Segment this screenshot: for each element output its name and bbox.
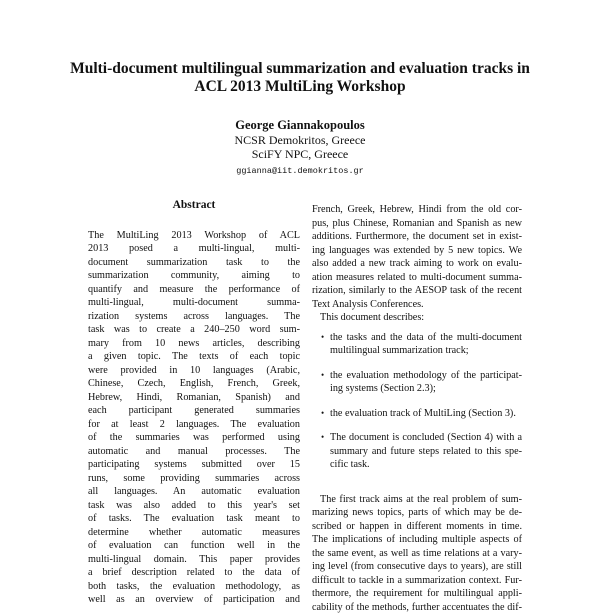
author-affiliation: SciFY NPC, Greece	[100, 147, 500, 161]
text-line: Text Analysis Conferences.	[312, 298, 522, 312]
text-line: The implications of including multiple aspects of	[312, 533, 522, 547]
text-line: also added a new track aiming to work on evalu-	[312, 257, 522, 271]
text-line: of the summaries was performed using	[88, 431, 300, 445]
text-line: rization systems across languages. The	[88, 310, 300, 324]
text-line: cability of the methods, further accentuates the dif-	[312, 601, 522, 614]
paper-title	[40, 60, 560, 96]
text-line: thermore, the requirement for multilingual appli-	[312, 587, 522, 601]
title-line: Multi-document multilingual summarization and evaluation tracks in	[40, 60, 560, 78]
text-line: the evaluation track of MultiLing (Section 3).	[330, 407, 522, 421]
text-line: The first track aims at the real problem of sum-	[312, 493, 522, 507]
text-line: each participant generated summaries	[88, 404, 300, 418]
text-line: of evaluation can function well in the	[88, 539, 300, 553]
text-line: The MultiLing 2013 Workshop of ACL	[88, 229, 300, 243]
text-line: marizing news topics, parts of which may be de-	[312, 506, 522, 520]
bullet-icon: •	[321, 431, 324, 445]
text-line: pus, plus Chinese, Romanian and Spanish as new	[312, 217, 522, 231]
list-item	[312, 407, 522, 421]
list-item	[312, 331, 522, 358]
text-line: automatic and manual processes. The	[88, 445, 300, 459]
text-line: multilingual summarization track;	[330, 344, 522, 358]
text-line: ing level (from consecutive days to years), are still	[312, 560, 522, 574]
text-line: ation measures related to multi-document summa-	[312, 271, 522, 285]
text-line: ing systems (Section 2.3);	[330, 382, 522, 396]
text-line: task was to create a 240–250 word sum-	[88, 323, 300, 337]
text-line: quantify and measure the performance of	[88, 283, 300, 297]
text-line: task was also added to this year's set	[88, 499, 300, 513]
author-affiliation: NCSR Demokritos, Greece	[100, 133, 500, 147]
text-line: both tasks, the evaluation methodology, as	[88, 580, 300, 594]
text-line: multi-lingual domain. This paper provides	[88, 553, 300, 567]
text-line: were provided in 10 languages (Arabic,	[88, 364, 300, 378]
text-line: French, Greek, Hebrew, Hindi from the old cor-	[312, 203, 522, 217]
text-line: for at least 2 languages. The evaluation	[88, 418, 300, 432]
text-line: The document is concluded (Section 4) with a	[330, 431, 522, 445]
closing-paragraph	[312, 493, 522, 614]
bullet-icon: •	[321, 331, 324, 345]
bullet-icon: •	[321, 407, 324, 421]
abstract-body	[88, 229, 300, 607]
text-line: the evaluation methodology of the participat-	[330, 369, 522, 383]
text-line: participating systems submitted over 15	[88, 458, 300, 472]
text-line: Chinese, Czech, English, French, Greek,	[88, 377, 300, 391]
text-line: summary and future steps related to this spe-	[330, 445, 522, 459]
intro-paragraph	[312, 203, 522, 311]
text-line: a brief description related to the data of	[88, 566, 300, 580]
text-line: runs, some providing summaries across	[88, 472, 300, 486]
describes-line: This document describes:	[312, 311, 522, 325]
text-line: all languages. An automatic evaluation	[88, 485, 300, 499]
text-line: multi-lingual, multi-document summa-	[88, 296, 300, 310]
bullet-icon: •	[321, 369, 324, 383]
author-email: ggianna@iit.demokritos.gr	[100, 164, 500, 178]
text-line: mary from 10 news articles, describing	[88, 337, 300, 351]
text-line: the tasks and the data of the multi-document	[330, 331, 522, 345]
text-line: 2013 posed a multi-lingual, multi-	[88, 242, 300, 256]
text-line: rization, similarly to the AESOP task of the recent	[312, 284, 522, 298]
text-line: summarization community, aiming to	[88, 269, 300, 283]
list-item	[312, 431, 522, 472]
text-line: scribed or happen in different moments in time.	[312, 520, 522, 534]
text-line: cific task.	[330, 458, 522, 472]
text-line: well as an overview of participation and	[88, 593, 300, 607]
author-name: George Giannakopoulos	[100, 118, 500, 132]
text-line: ing languages was extended by 5 new topics. We	[312, 244, 522, 258]
text-line: a given topic. The texts of each topic	[88, 350, 300, 364]
text-line: document summarization task to the	[88, 256, 300, 270]
text-line: additions. Furthermore, the document set in exist-	[312, 230, 522, 244]
right-column	[312, 203, 522, 614]
text-line: difficult to tackle in a summarization context. Fur-	[312, 574, 522, 588]
contribution-list	[312, 331, 522, 472]
text-line: Hebrew, Hindi, Romanian, Spanish) and	[88, 391, 300, 405]
author-block	[100, 118, 500, 178]
text-line: of tasks. The evaluation task meant to	[88, 512, 300, 526]
title-line: ACL 2013 MultiLing Workshop	[40, 78, 560, 96]
text-line: determine whether automatic measures	[88, 526, 300, 540]
left-column	[88, 196, 300, 607]
list-item	[312, 369, 522, 396]
abstract-heading: Abstract	[88, 199, 300, 213]
text-line: the same event, as well as time relations at a vary-	[312, 547, 522, 561]
